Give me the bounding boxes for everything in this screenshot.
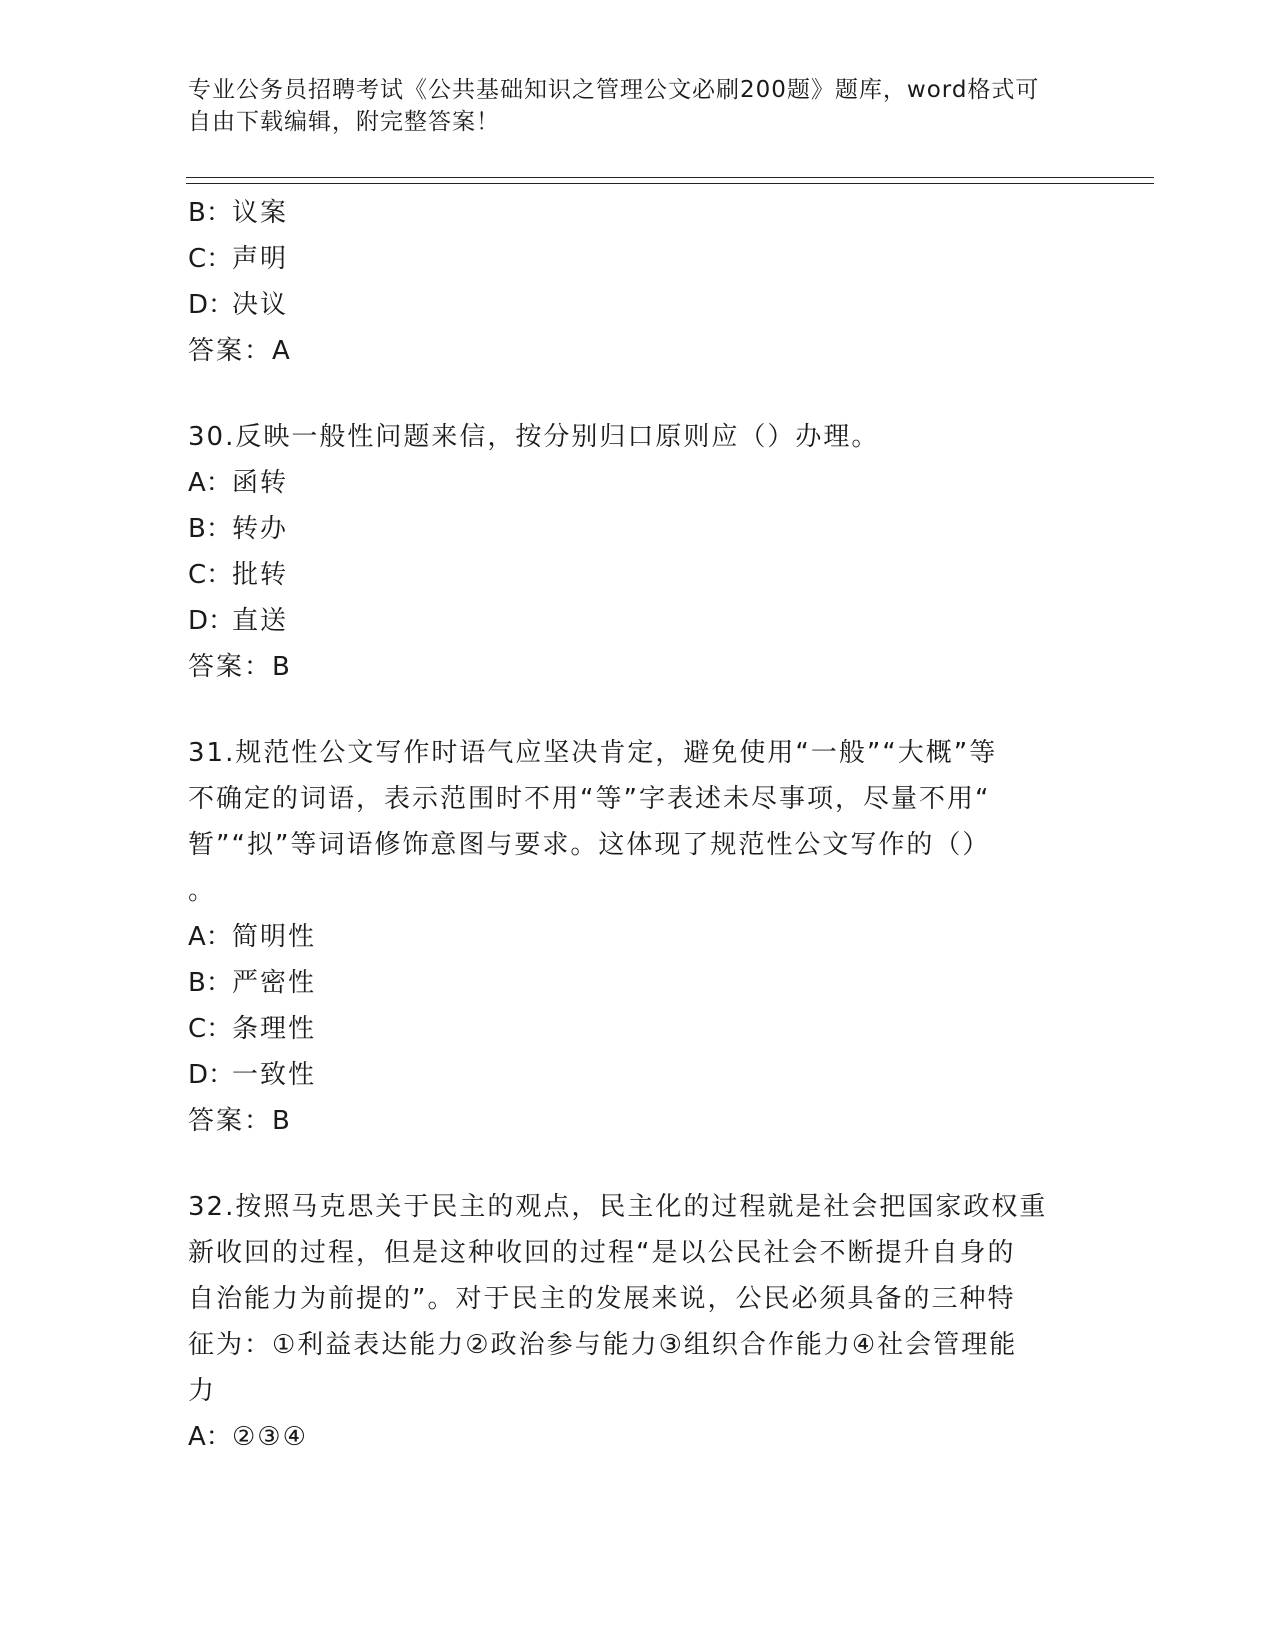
header-divider-top [186, 177, 1154, 178]
question-text-line: 。 [188, 876, 217, 906]
question-text-line: 32.按照马克思关于民主的观点，民主化的过程就是社会把国家政权重 [188, 1192, 1048, 1222]
question-text-line: 暂”“拟”等词语修饰意图与要求。这体现了规范性公文写作的（） [188, 830, 991, 860]
option-d: D：直送 [188, 606, 289, 636]
question-text-line: 不确定的词语，表示范围时不用“等”字表述未尽事项，尽量不用“ [188, 784, 991, 814]
option-d: D：一致性 [188, 1060, 317, 1090]
header-line-2: 自由下载编辑，附完整答案！ [188, 109, 500, 135]
header-line-1: 专业公务员招聘考试《公共基础知识之管理公文必刷200题》题库，word格式可 [188, 77, 1040, 103]
page-header [188, 74, 1068, 138]
question-29 [188, 190, 1088, 374]
option-a: A：②③④ [188, 1422, 308, 1452]
answer-text: 答案：A [188, 336, 292, 366]
question-content [188, 190, 1088, 1460]
question-text-line: 力 [188, 1376, 217, 1406]
question-text-line: 新收回的过程，但是这种收回的过程“是以公民社会不断提升自身的 [188, 1238, 1016, 1268]
question-30 [188, 414, 1088, 690]
option-c: C：批转 [188, 560, 289, 590]
question-text-line: 31.规范性公文写作时语气应坚决肯定，避免使用“一般”“大概”等 [188, 738, 998, 768]
question-31 [188, 730, 1088, 1144]
option-c: C：条理性 [188, 1014, 317, 1044]
option-b: B：转办 [188, 514, 289, 544]
answer-text: 答案：B [188, 1106, 292, 1136]
question-text: 30.反映一般性问题来信，按分别归口原则应（）办理。 [188, 422, 880, 452]
option-b: B：严密性 [188, 968, 317, 998]
answer-text: 答案：B [188, 652, 292, 682]
option-a: A：简明性 [188, 922, 317, 952]
option-c: C：声明 [188, 244, 289, 274]
option-a: A：函转 [188, 468, 289, 498]
option-b: B：议案 [188, 198, 289, 228]
question-32 [188, 1184, 1088, 1460]
option-d: D：决议 [188, 290, 289, 320]
question-text-line: 自治能力为前提的”。对于民主的发展来说，公民必须具备的三种特 [188, 1284, 1016, 1314]
header-divider-bottom [186, 183, 1154, 184]
question-text-line: 征为：①利益表达能力②政治参与能力③组织合作能力④社会管理能 [188, 1330, 1018, 1360]
